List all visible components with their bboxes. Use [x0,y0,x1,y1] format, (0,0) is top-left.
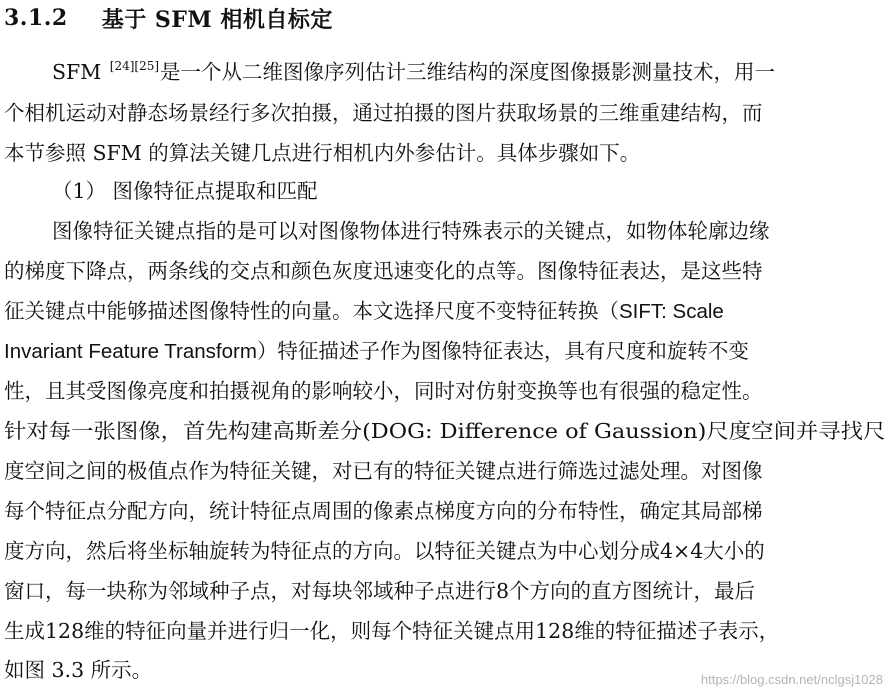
text-run: 度空间之间的极值点作为特征关键，对已有的特征关键点进行筛选过滤处理。对图像 [4,459,763,483]
paragraph-line [4,53,885,93]
text-run: 针对每一张图像，首先构建高斯差分(DOG: Difference of Gaussion)尺度空间并寻找尺 [4,419,886,443]
sfm-term: SFM [52,59,108,84]
text-run: 是一个从二维图像序列估计三维结构的深度图像摄影测量技术，用一 [160,59,776,84]
citation-superscript: [24][25] [109,58,160,73]
paragraph-line [4,611,885,651]
text-run: 生成128维的特征向量并进行归一化，则每个特征关键点用128维的特征描述子表示， [4,619,780,643]
text-run: 的梯度下降点，两条线的交点和颜色灰度迅速变化的点等。图像特征表达，是这些特 [4,259,763,283]
sift-term: SIFT: Scale [619,299,724,323]
text-run: 征关键点中能够描述图像特性的向量。本文选择尺度不变特征转换（ [4,298,619,323]
text-run: 窗口，每一块称为邻域种子点，对每块邻域种子点进行8个方向的直方图统计，最后 [4,579,756,603]
paragraph-line [4,491,885,531]
paragraph-line [4,331,885,371]
paragraph-line [4,571,885,611]
paragraph-line [4,93,885,133]
text-run: 图像特征关键点指的是可以对图像物体进行特殊表示的关键点，如物体轮廓边缘 [52,219,770,243]
section-heading [4,0,333,36]
subsection-heading [4,171,885,211]
text-run: 度方向，然后将坐标轴旋转为特征点的方向。以特征关键点为中心划分成4×4大小的 [4,539,765,563]
text-run: 如图 3.3 所示。 [4,658,153,682]
paragraph-line [4,411,885,451]
paragraph-line [4,251,885,291]
section-title: 基于 SFM 相机自标定 [101,6,333,33]
text-run: 每个特征点分配方向，统计特征点周围的像素点梯度方向的分布特性，确定其局部梯 [4,499,763,523]
paragraph-line [4,531,885,571]
text-run: ）特征描述子作为图像特征表达，具有尺度和旋转不变 [256,338,749,363]
paragraph-line [4,291,885,331]
paragraph-line [4,451,885,491]
text-run: 本节参照 SFM 的算法关键几点进行相机内外参估计。具体步骤如下。 [4,141,641,165]
paragraph-line [4,371,885,411]
paragraph-line [4,211,885,251]
subsection-title: （1） 图像特征点提取和匹配 [52,179,318,203]
paragraph-line [4,133,885,173]
text-run: 个相机运动对静态场景经行多次拍摄，通过拍摄的图片获取场景的三维重建结构，而 [4,101,763,125]
watermark-url: https://blog.csdn.net/nclgsj1028 [700,672,883,687]
sift-term-continued: Invariant Feature Transform [4,339,257,363]
text-run: 性，且其受图像亮度和拍摄视角的影响较小，同时对仿射变换等也有很强的稳定性。 [4,379,763,403]
section-number: 3.1.2 [4,5,68,31]
